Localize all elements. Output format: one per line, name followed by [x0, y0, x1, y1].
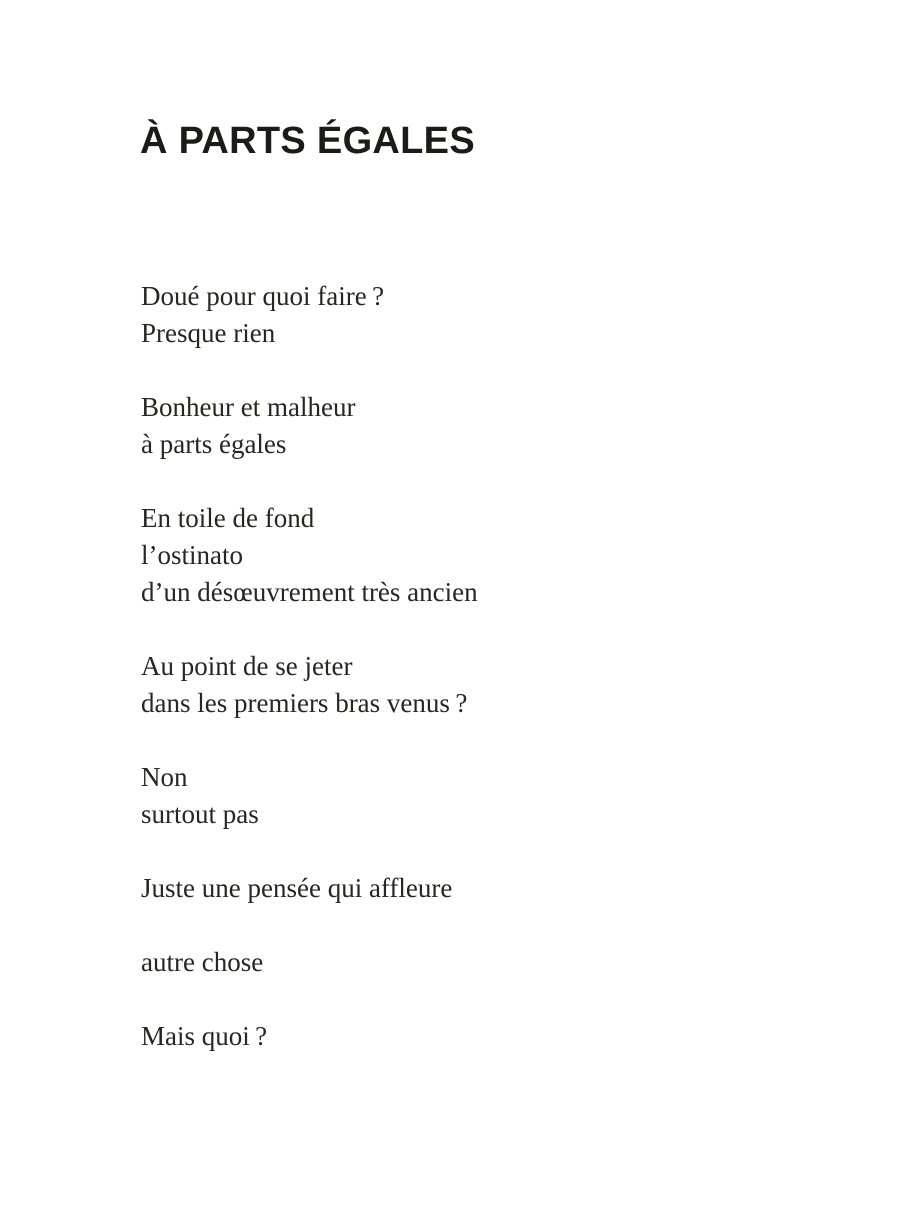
- poem-line: Non: [141, 762, 188, 792]
- poem-line: l’ostinato: [141, 540, 243, 570]
- stanza-8: [141, 1018, 478, 1055]
- poem-line: En toile de fond: [141, 503, 315, 533]
- poem-line: à parts égales: [141, 429, 287, 459]
- poem-line: Mais quoi ?: [141, 1021, 268, 1051]
- poem-line: dans les premiers bras venus ?: [141, 688, 468, 718]
- poem-line: autre chose: [141, 947, 264, 977]
- poem-body: [141, 278, 478, 1055]
- stanza-6: [141, 870, 478, 907]
- stanza-1: [141, 278, 478, 352]
- poem-line: surtout pas: [141, 799, 259, 829]
- poem-line: Presque rien: [141, 318, 276, 348]
- poem-line: Juste une pensée qui affleure: [141, 873, 453, 903]
- stanza-4: [141, 648, 478, 722]
- stanza-3: [141, 500, 478, 611]
- stanza-7: [141, 944, 478, 981]
- poem-line: Bonheur et malheur: [141, 392, 356, 422]
- poem-line: Doué pour quoi faire ?: [141, 281, 385, 311]
- stanza-2: [141, 389, 478, 463]
- stanza-5: [141, 759, 478, 833]
- poem-line: d’un désœuvrement très ancien: [141, 577, 478, 607]
- poem-title: À PARTS ÉGALES: [140, 120, 475, 162]
- poem-line: Au point de se jeter: [141, 651, 353, 681]
